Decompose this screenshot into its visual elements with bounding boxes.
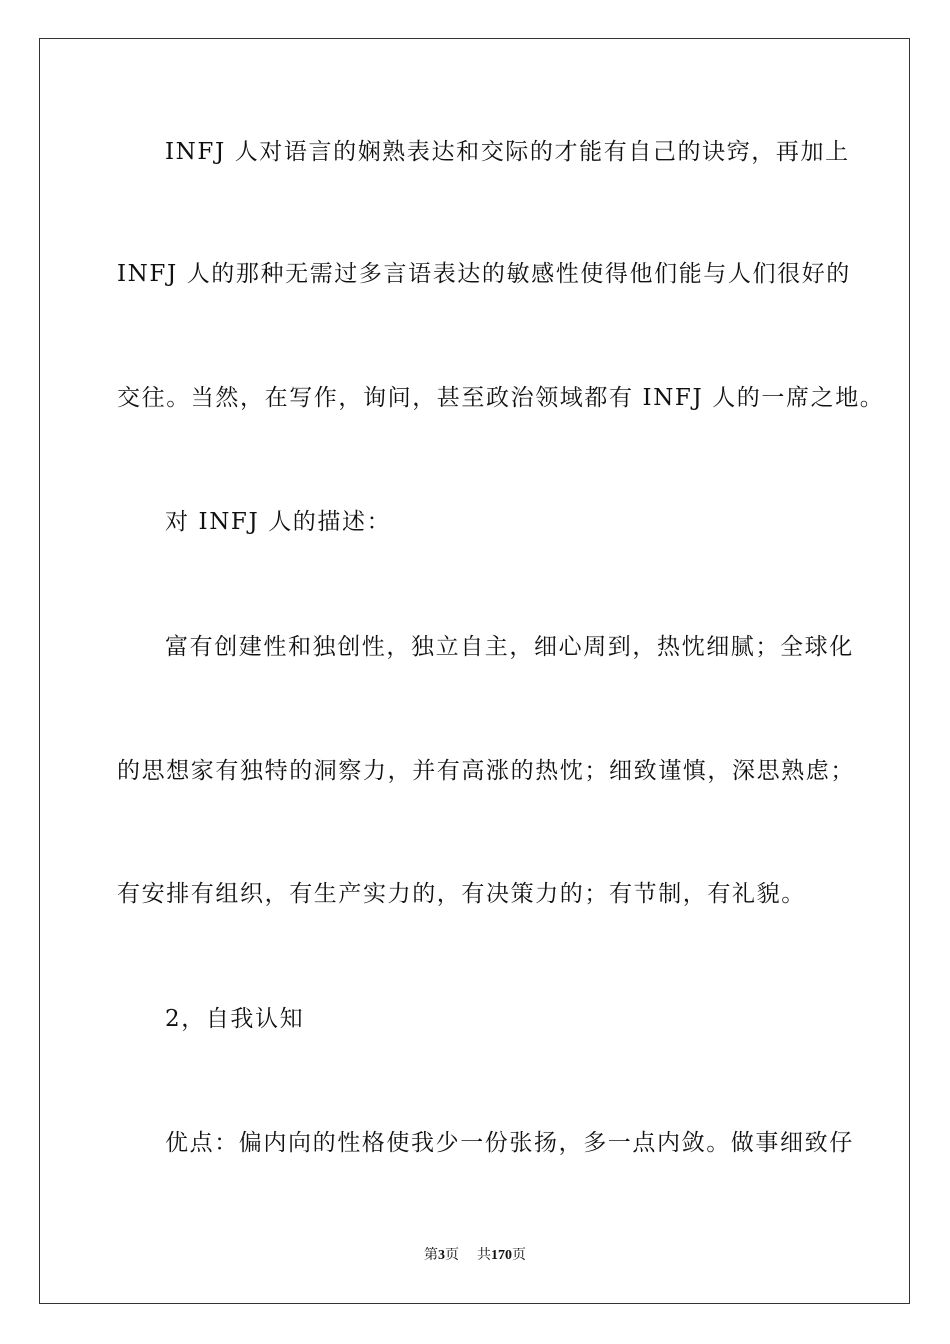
text-line: 富有创建性和独创性，独立自主，细心周到，热忱细腻；全球化 [165,634,854,660]
page-suffix: 页 [445,1248,459,1263]
page-border [39,38,910,1304]
total-prefix: 共 [477,1248,491,1263]
total-suffix: 页 [512,1248,526,1263]
page-footer [0,1247,950,1265]
text-line: 的思想家有独特的洞察力，并有高涨的热忱；细致谨慎，深思熟虑； [117,758,855,784]
text-line: 对 INFJ 人的描述： [165,509,392,535]
text-line: INFJ 人的那种无需过多言语表达的敏感性使得他们能与人们很好的 [117,261,851,287]
total-pages: 170 [491,1248,512,1263]
text-line: 交往。当然，在写作，询问，甚至政治领域都有 INFJ 人的一席之地。 [117,385,885,411]
section-heading: 2，自我认知 [165,1006,305,1032]
text-line: INFJ 人对语言的娴熟表达和交际的才能有自己的诀窍，再加上 [165,139,850,165]
text-line: 优点：偏内向的性格使我少一份张扬，多一点内敛。做事细致仔 [165,1130,854,1156]
page-number: 3 [438,1248,445,1263]
text-line: 有安排有组织，有生产实力的，有决策力的；有节制，有礼貌。 [117,881,806,907]
page-prefix: 第 [424,1248,438,1263]
